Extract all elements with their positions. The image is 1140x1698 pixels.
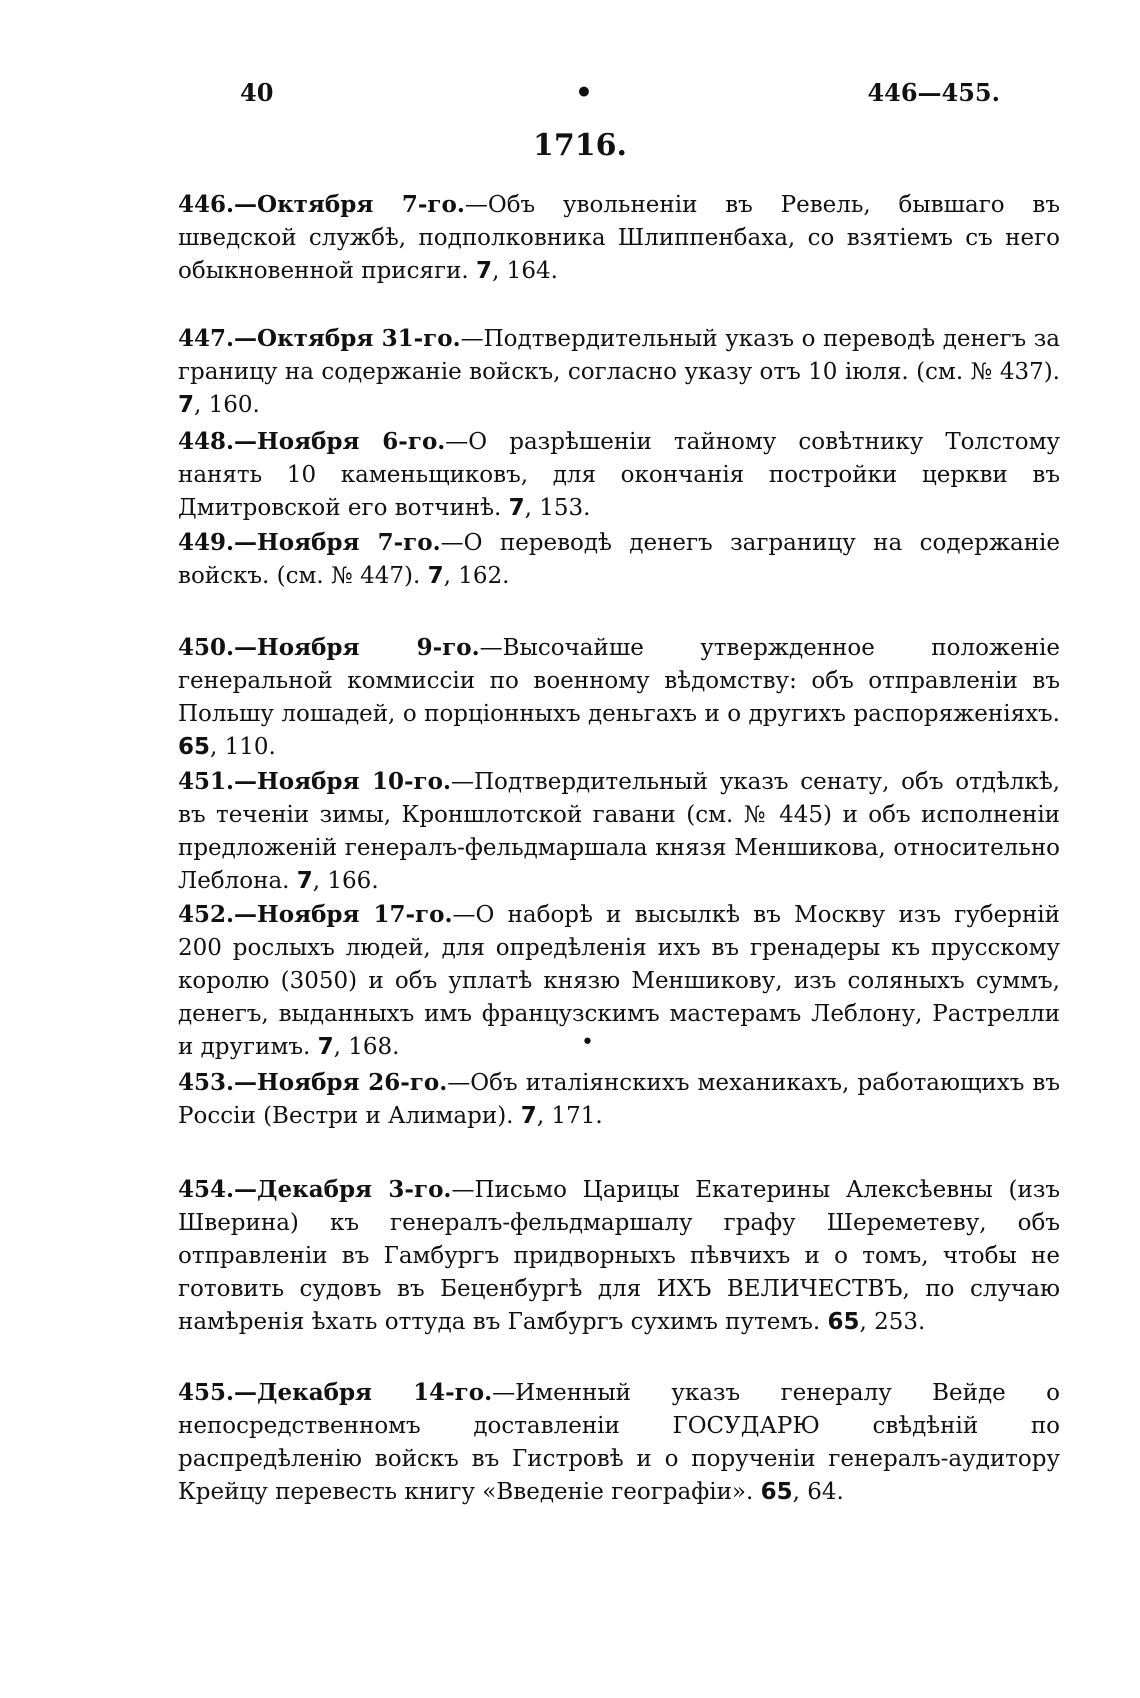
entry-volume: 65	[827, 1309, 860, 1335]
entry-page: , 160.	[194, 392, 260, 418]
page-number: 40	[240, 78, 274, 107]
page-header	[240, 78, 1000, 112]
entry-date: —Декабря 3-го.	[234, 1176, 452, 1203]
entry-text: —Письмо Царицы Екатерины Алексѣевны (изъ Шверина) къ генералъ-фельдмаршалу графу Шереметеву, объ отправленіи въ Гамбургъ придворныхъ пѣвчихъ и о томъ, чтобы не готовить судовъ въ Беценбургѣ для ИХЪ ВЕЛИЧЕСТВЪ, по случаю намѣренія ѣхать оттуда въ Гамбургъ сухимъ путемъ.	[178, 1177, 1060, 1335]
entry-volume: 7	[317, 1034, 334, 1060]
entry-450	[178, 631, 1060, 764]
entry-range: 446—455.	[867, 78, 1000, 107]
entry-text: —О наборѣ и высылкѣ въ Москву изъ губерній 200 рослыхъ людей, для опредѣленія ихъ въ гренадеры къ прусскому королю (3050) и объ уплатѣ князю Меншикову, изъ соляныхъ суммъ, денегъ, выданныхъ имъ французскимъ мастерамъ Леблону, Растрелли и другимъ.	[178, 902, 1060, 1060]
entry-date: —Октября 31-го.	[234, 325, 461, 352]
entry-date: —Ноября 7-го.	[234, 529, 441, 556]
entry-text: —Именный указъ генералу Вейде о непосредственномъ доставленіи ГОСУДАРЮ свѣдѣній по распредѣленію войскъ въ Гистровѣ и о порученіи генералъ-аудитору Крейцу перевесть книгу «Введеніе географіи».	[178, 1380, 1061, 1505]
entry-text: —Подтвердительный указъ о переводѣ денегъ за границу на содержаніе войскъ, согласно указу отъ 10 іюля. (см. № 437).	[178, 326, 1060, 385]
entry-451	[178, 765, 1060, 898]
entry-page: , 253.	[859, 1309, 926, 1335]
entry-date: —Декабря 14-го.	[234, 1379, 493, 1406]
entry-453	[178, 1066, 1060, 1133]
entry-454	[178, 1173, 1060, 1339]
entry-date: —Ноября 10-го.	[234, 768, 451, 795]
entry-446	[178, 188, 1060, 288]
entry-volume: 7	[508, 495, 525, 521]
entry-date: —Ноября 6-го.	[234, 428, 446, 455]
entry-text: —О разрѣшеніи тайному совѣтнику Толстому нанять 10 каменьщиковъ, для окончанія постройки церкви въ Дмитровской его вотчинѣ.	[178, 429, 1060, 521]
entry-number: 449.	[178, 529, 235, 556]
entry-452	[178, 898, 1060, 1064]
entry-448	[178, 425, 1060, 525]
entry-number: 446.	[178, 191, 235, 218]
entry-volume: 7	[296, 868, 313, 894]
entry-volume: 7	[178, 392, 195, 418]
entry-455	[178, 1376, 1060, 1509]
year-heading: 1716.	[533, 128, 627, 163]
entry-449	[178, 526, 1060, 593]
header-mark: •	[575, 76, 593, 109]
entry-number: 448.	[178, 428, 235, 455]
entry-volume: 7	[520, 1103, 537, 1129]
print-speck: •	[581, 1030, 594, 1055]
entry-text: —Объ италіянскихъ механикахъ, работающихъ въ Россіи (Вестри и Алимари).	[178, 1070, 1060, 1129]
entry-page: , 153.	[524, 495, 591, 521]
entry-page: , 110.	[210, 734, 276, 760]
entry-number: 451.	[178, 768, 235, 795]
entry-text: —О переводѣ денегъ заграницу на содержаніе войскъ. (см. № 447).	[178, 530, 1060, 589]
entry-page: , 64.	[792, 1479, 844, 1505]
entry-text: —Высочайше утвержденное положеніе генеральной коммиссіи по военному вѣдомству: объ отправленіи въ Польшу лошадей, о порціонныхъ деньгахъ и о другихъ распоряженіяхъ.	[178, 635, 1060, 727]
entry-page: , 162.	[443, 563, 510, 589]
entry-date: —Ноября 17-го.	[234, 901, 453, 928]
entry-page: , 171.	[536, 1103, 603, 1129]
entry-number: 453.	[178, 1069, 235, 1096]
entry-date: —Ноября 26-го.	[234, 1069, 448, 1096]
entry-number: 452.	[178, 901, 235, 928]
entry-date: —Октября 7-го.	[234, 191, 465, 218]
entry-volume: 7	[427, 563, 444, 589]
entry-text: —Подтвердительный указъ сенату, объ отдѣлкѣ, въ теченіи зимы, Кроншлотской гавани (см. № 445) и объ исполненіи предложеній генералъ-фельдмаршала князя Меншикова, относительно Леблона.	[178, 769, 1060, 894]
entry-volume: 65	[760, 1479, 793, 1505]
entry-number: 455.	[178, 1379, 235, 1406]
entry-number: 454.	[178, 1176, 235, 1203]
entry-volume: 7	[476, 258, 493, 284]
entry-number: 450.	[178, 634, 235, 661]
entry-page: , 166.	[312, 868, 379, 894]
entry-page: , 168.	[333, 1034, 400, 1060]
entry-volume: 65	[178, 734, 211, 760]
entry-447	[178, 322, 1060, 422]
entry-text: —Объ увольненіи въ Ревель, бывшаго въ шведской службѣ, подполковника Шлиппенбаха, со взятіемъ съ него обыкновенной присяги.	[178, 192, 1060, 284]
entry-number: 447.	[178, 325, 235, 352]
entry-date: —Ноября 9-го.	[234, 634, 480, 661]
entry-page: , 164.	[492, 258, 558, 284]
